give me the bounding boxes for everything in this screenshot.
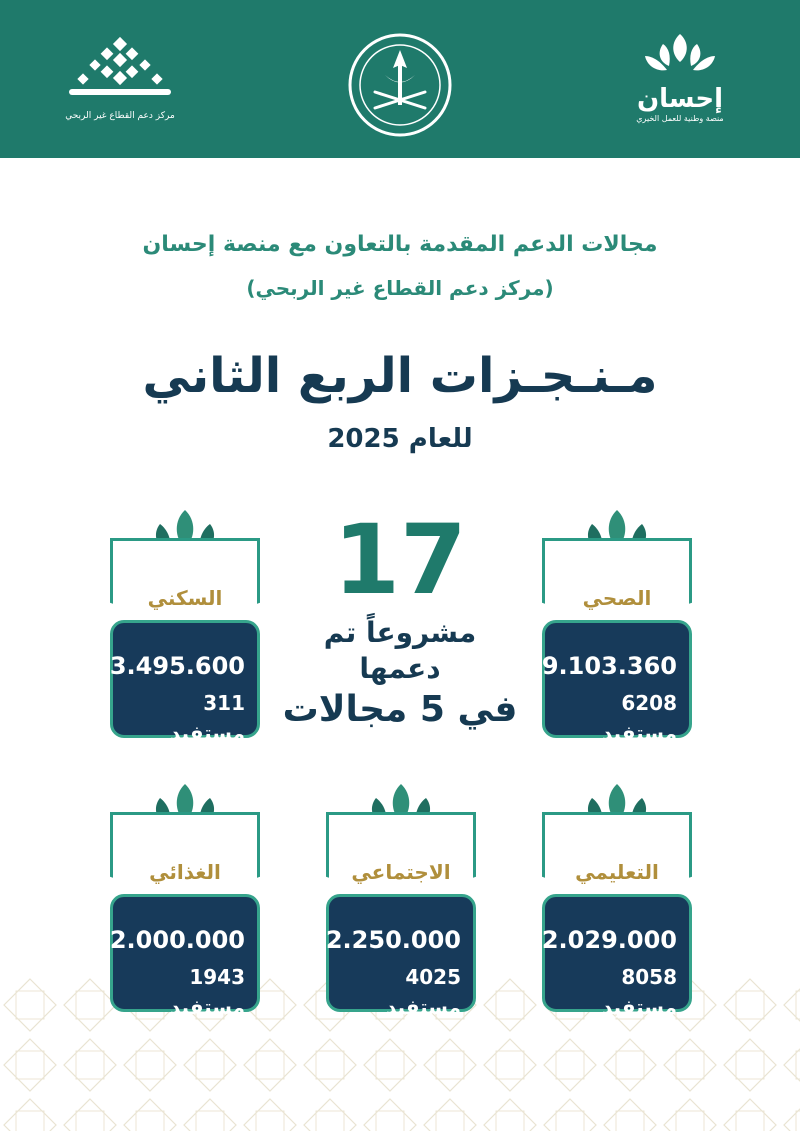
card-health (511, 508, 692, 745)
lotus-icon (65, 35, 175, 105)
ehsan-tagline: منصة وطنية للعمل الخيري (636, 114, 724, 123)
card-label: التعليمي (575, 860, 659, 884)
card-badge (542, 812, 692, 902)
card-beneficiaries: 1943 مستفيد (169, 965, 245, 1019)
nonprofit-center-caption: مركز دعم القطاع غير الربحي (65, 111, 175, 121)
card-badge (110, 538, 260, 628)
card-info (79, 894, 260, 1019)
card-badge (110, 812, 260, 902)
card-label: السكني (147, 586, 223, 610)
card-housing (79, 508, 260, 745)
card-info (511, 620, 692, 745)
page-title: مـنـجـزات الربع الثاني (142, 348, 658, 404)
riyal-symbol-icon: ر.س (79, 937, 110, 952)
card-amount: 2.000.000ر.س (79, 926, 245, 954)
card-info (295, 894, 476, 1019)
card-education (511, 782, 692, 1019)
subtitle-line-2: (مركز دعم القطاع غير الربحي) (246, 276, 554, 300)
card-beneficiaries: 8058 مستفيد (601, 965, 677, 1019)
card-amount: 2.250.000ر.س (295, 926, 461, 954)
riyal-symbol-icon: ر.س (295, 937, 326, 952)
nonprofit-center-logo (60, 35, 180, 130)
riyal-symbol-icon: ر.س (511, 937, 542, 952)
card-social (295, 782, 476, 1019)
card-label: الغذائي (149, 860, 221, 884)
projects-supported-label: مشروعاً تم دعمها (323, 616, 477, 685)
card-label: الصحي (582, 586, 652, 610)
card-badge (542, 538, 692, 628)
card-badge (326, 812, 476, 902)
card-amount: 3.495.600ر.س (79, 652, 245, 680)
national-emblem-icon (345, 30, 455, 140)
card-amount: 2.029.000ر.س (511, 926, 677, 954)
ehsan-brand-name: إحسان (636, 84, 724, 114)
riyal-symbol-icon: ر.س (79, 663, 110, 678)
riyal-symbol-icon: ر.س (511, 663, 542, 678)
subtitle-line-1: مجالات الدعم المقدمة بالتعاون مع منصة إحسان (142, 232, 658, 257)
card-beneficiaries: 4025 مستفيد (385, 965, 461, 1019)
card-info (79, 620, 260, 745)
card-label: الاجتماعي (351, 860, 451, 884)
header-banner (0, 0, 800, 158)
projects-summary (280, 505, 520, 733)
projects-count: 17 (333, 504, 467, 616)
year-label: للعام 2025 (327, 424, 473, 454)
card-beneficiaries: 6208 مستفيد (601, 691, 677, 745)
card-amount: 9.103.360ر.س (511, 652, 677, 680)
card-food (79, 782, 260, 1019)
ehsan-leaves-icon (635, 30, 725, 80)
ehsan-logo (620, 30, 740, 140)
card-beneficiaries: 311 مستفيد (169, 691, 245, 745)
card-info (511, 894, 692, 1019)
domains-count-label: في 5 مجالات (282, 689, 518, 730)
